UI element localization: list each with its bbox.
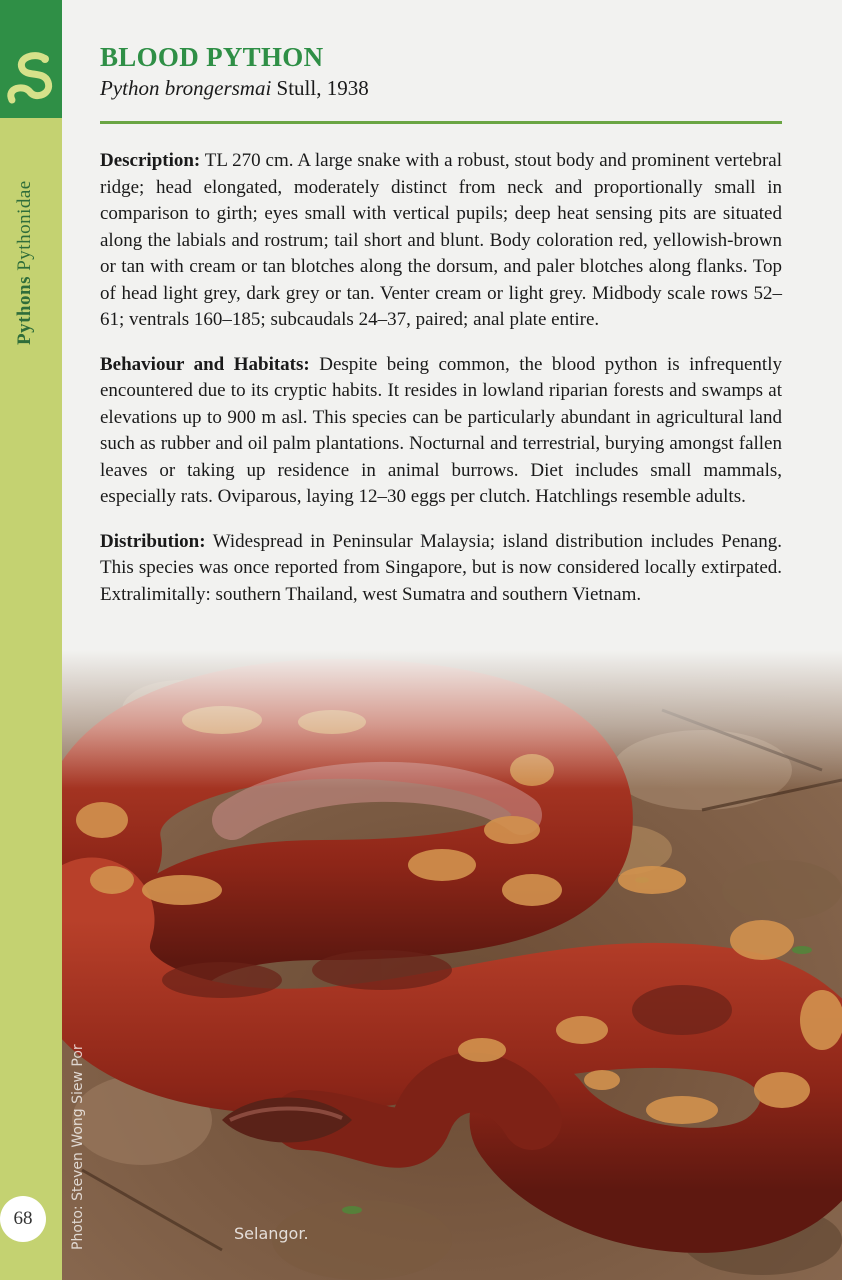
photo-location: Selangor. xyxy=(234,1224,309,1243)
python-photo xyxy=(62,650,842,1280)
family-label xyxy=(14,145,46,345)
snake-logo-icon xyxy=(0,44,62,118)
family-label-bold: Pythons xyxy=(14,276,35,345)
description-text: TL 270 cm. A large snake with a robust, stout body and prominent vertebral ridge; head elongated, moderately distinct from neck and proportionally small in comparison to girth; eyes small with vertical pupils; deep heat sensing pits are situated along the labials and rostrum; tail short and blunt. Body coloration red, yellowish-brown or tan with cream or tan blotches along the dorsum, and paler blotches along flanks. Top of head light grey, dark grey or tan. Venter cream or light grey. Midbody scale rows 52–61; ventrals 160–185; subcaudals 24–37, paired; anal plate entire. xyxy=(100,150,782,330)
behaviour-section xyxy=(100,352,782,511)
page-number: 68 xyxy=(0,1196,46,1242)
main-content xyxy=(100,40,782,626)
description-label: Description: xyxy=(100,150,201,171)
sidebar-top-band xyxy=(0,0,62,44)
scientific-name: Python brongersmai xyxy=(100,76,272,100)
photo-credit: Photo: Steven Wong Siew Por xyxy=(70,1044,86,1250)
title-divider xyxy=(100,121,782,124)
behaviour-text: Despite being common, the blood python is infrequently encountered due to its cryptic habits. It resides in lowland riparian forests and swamps at elevations up to 900 m asl. This species can be particularly abundant in agricultural land such as rubber and oil palm plantations. Nocturnal and terrestrial, burying amongst fallen leaves or taking up residence in animal burrows. Diet includes small mammals, especially rats. Oviparous, laying 12–30 eggs per clutch. Hatchlings resemble adults. xyxy=(100,353,782,507)
distribution-label: Distribution: xyxy=(100,530,206,552)
behaviour-label: Behaviour and Habitats: xyxy=(100,353,310,375)
species-scientific-line xyxy=(100,74,782,102)
family-label-rest: Pythonidae xyxy=(14,180,35,271)
distribution-section xyxy=(100,529,782,609)
species-authority: Stull, 1938 xyxy=(276,76,369,100)
distribution-text: Widespread in Peninsular Malaysia; island distribution includes Penang. This species was once reported from Singapore, but is now considered locally extirpated. Extralimitally: southern Thailand, west Sumatra and southern Vietnam. xyxy=(100,530,782,605)
species-common-name: BLOOD PYTHON xyxy=(100,42,324,72)
description-section xyxy=(100,148,782,334)
